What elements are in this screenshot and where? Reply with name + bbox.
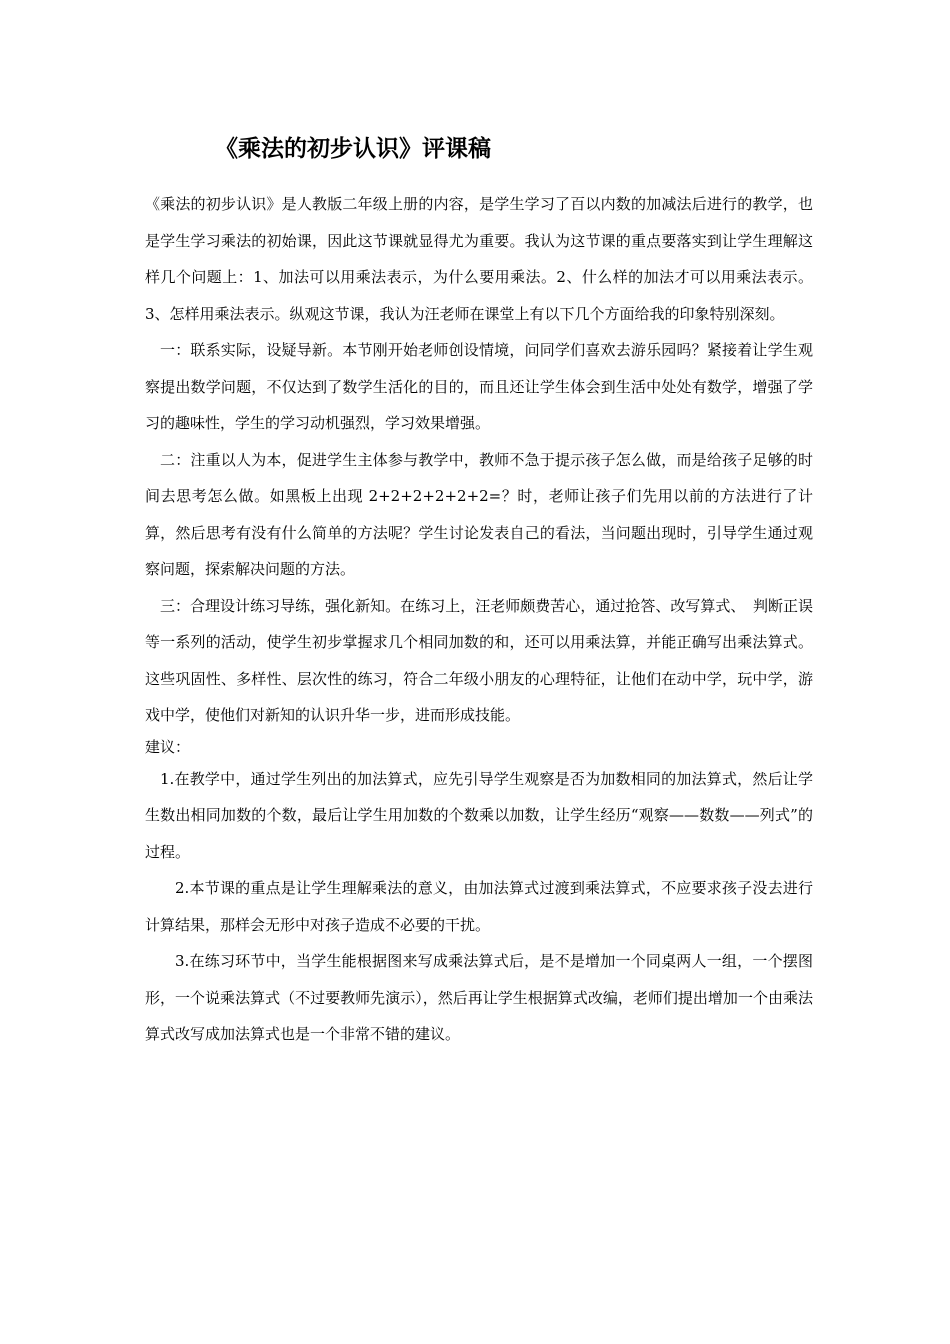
point-paragraph-3: 三：合理设计练习导练，强化新知。在练习上，汪老师颇费苦心，通过抢答、改写算式、 判断正误等一系列的活动，使学生初步掌握求几个相同加数的和，还可以用乘法算，并能正确写出乘法算式。这些巩固性、多样性、层次性的练习，符合二年级小朋友的心理特征，让他们在动中学，玩中学，游戏中学，使他们对新知的认识升华一步，进而形成技能。 bbox=[145, 596, 813, 724]
point-paragraph-1: 一：联系实际，设疑导新。本节刚开始老师创设情境，问同学们喜欢去游乐园吗？紧接着让学生观察提出数学问题，不仅达到了数学生活化的目的，而且还让学生体会到生活中处处有数学，增强了学习的趣味性，学生的学习动机强烈，学习效果增强。 bbox=[145, 341, 813, 432]
point-paragraph-2: 二：注重以人为本，促进学生主体参与教学中，教师不急于提示孩子怎么做，而是给孩子足够的时间去思考怎么做。如黑板上出现 2+2+2+2+2+2=？时，老师让孩子们先用以前的方法进行了计算，然后思考有没有什么简单的方法呢？学生讨论发表自己的看法，当问题出现时，引导学生通过观察问题，探索解决问题的方法。 bbox=[145, 450, 813, 578]
document-title: 《乘法的初步认识》评课稿 bbox=[215, 135, 491, 162]
suggestion-paragraph-2: 2.本节课的重点是让学生理解乘法的意义，由加法算式过渡到乘法算式，不应要求孩子没去进行计算结果，那样会无形中对孩子造成不必要的干扰。 bbox=[145, 879, 813, 934]
suggestion-paragraph-3: 3.在练习环节中，当学生能根据图来写成乘法算式后，是不是增加一个同桌两人一组，一个摆图形，一个说乘法算式（不过要教师先演示），然后再让学生根据算式改编，老师们提出增加一个由乘法算式改写成加法算式也是一个非常不错的建议。 bbox=[145, 952, 813, 1043]
intro-paragraph: 《乘法的初步认识》是人教版二年级上册的内容，是学生学习了百以内数的加减法后进行的教学，也是学生学习乘法的初始课，因此这节课就显得尤为重要。我认为这节课的重点要落实到让学生理解这样几个问题上：1、加法可以用乘法表示，为什么要用乘法。2、什么样的加法才可以用乘法表示。3、怎样用乘法表示。纵观这节课，我认为汪老师在课堂上有以下几个方面给我的印象特别深刻。 bbox=[145, 195, 813, 323]
suggestion-paragraph-1: 1.在教学中，通过学生列出的加法算式，应先引导学生观察是否为加数相同的加法算式，然后让学生数出相同加数的个数，最后让学生用加数的个数乘以加数，让学生经历“观察——数数——列式”的过程。 bbox=[145, 769, 813, 861]
document-body bbox=[145, 186, 813, 1053]
suggestions-heading: 建议： bbox=[145, 737, 191, 756]
